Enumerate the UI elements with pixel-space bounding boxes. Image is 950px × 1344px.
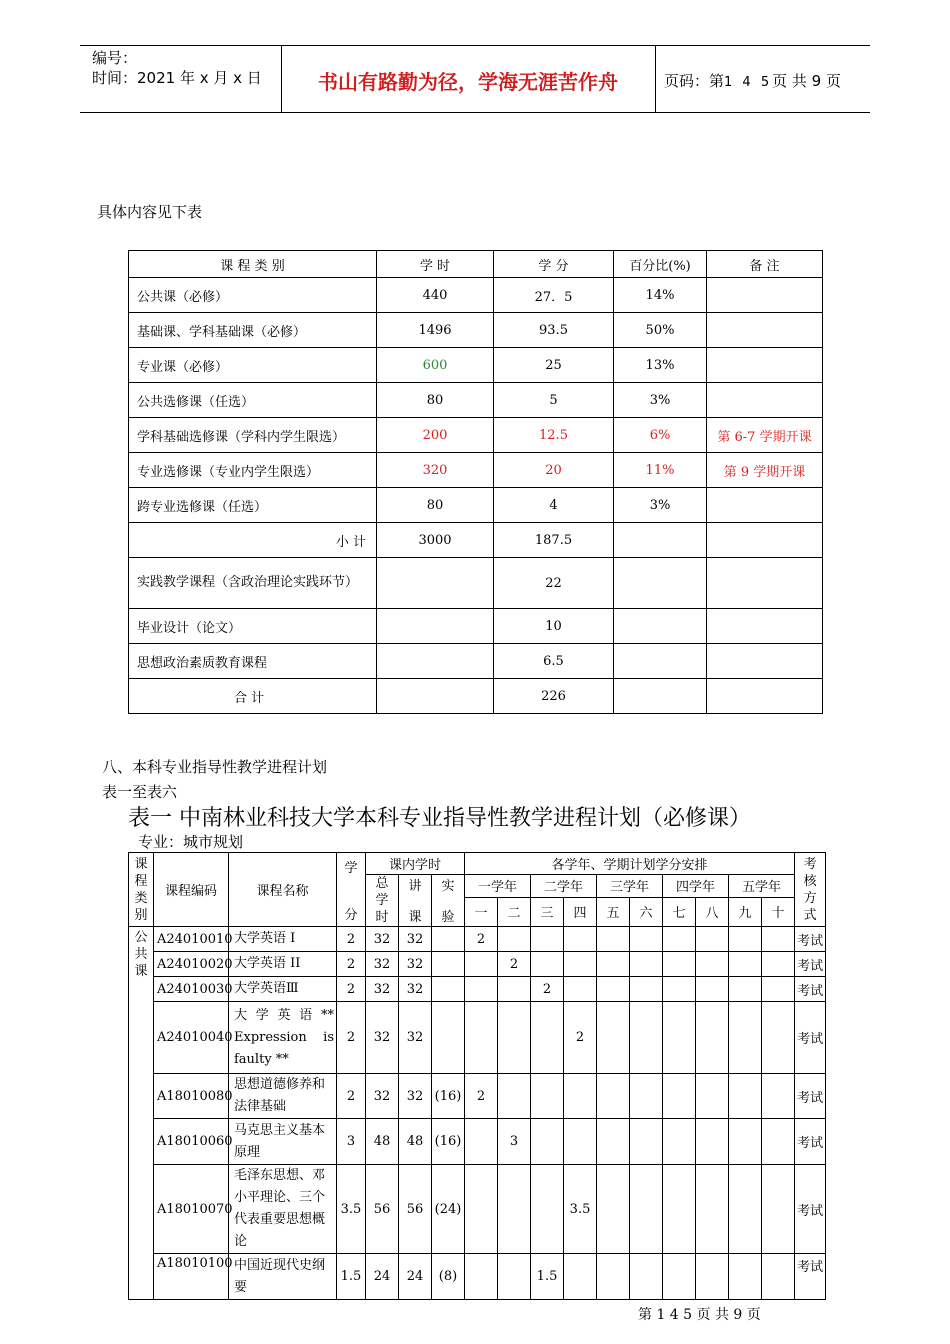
term-credit-cell bbox=[762, 1002, 795, 1074]
summary-cell-credits: 20 bbox=[494, 453, 614, 488]
header-category: 课程类别 bbox=[129, 853, 154, 927]
course-lecture-hours: 32 bbox=[399, 952, 432, 977]
term-credit-cell bbox=[597, 977, 630, 1002]
header-term: 四 bbox=[564, 897, 597, 926]
term-credit-cell bbox=[465, 1165, 498, 1254]
plan-row bbox=[129, 1165, 826, 1254]
term-credit-cell bbox=[729, 1165, 762, 1254]
term-credit-cell bbox=[465, 1254, 498, 1300]
term-credit-cell bbox=[729, 1254, 762, 1300]
term-credit-cell: 2 bbox=[465, 1074, 498, 1119]
header-lecture bbox=[399, 875, 432, 927]
course-lab-hours: (24) bbox=[432, 1165, 465, 1254]
header-name: 课程名称 bbox=[229, 853, 337, 927]
plan-row bbox=[129, 1002, 826, 1074]
course-name: 大学英语 II bbox=[229, 952, 337, 977]
summary-header-cell: 学 分 bbox=[494, 251, 614, 278]
summary-cell-note bbox=[707, 558, 823, 609]
summary-cell-category: 专业课（必修） bbox=[129, 348, 377, 383]
term-credit-cell bbox=[498, 977, 531, 1002]
course-total-hours: 32 bbox=[366, 952, 399, 977]
summary-cell-percent: 50% bbox=[614, 313, 707, 348]
summary-cell-note bbox=[707, 523, 823, 558]
term-credit-cell bbox=[729, 1002, 762, 1074]
term-credit-cell bbox=[762, 977, 795, 1002]
summary-row bbox=[129, 523, 823, 558]
course-total-hours: 32 bbox=[366, 977, 399, 1002]
course-lab-hours: (16) bbox=[432, 1119, 465, 1165]
term-credit-cell bbox=[696, 977, 729, 1002]
summary-cell-category: 跨专业选修课（任选） bbox=[129, 488, 377, 523]
plan-row bbox=[129, 952, 826, 977]
header-term: 九 bbox=[729, 897, 762, 926]
plan-row bbox=[129, 1074, 826, 1119]
term-credit-cell bbox=[564, 927, 597, 952]
summary-cell-credits: 27．5 bbox=[494, 278, 614, 313]
summary-cell-note bbox=[707, 348, 823, 383]
course-lecture-hours: 32 bbox=[399, 927, 432, 952]
summary-row bbox=[129, 418, 823, 453]
term-credit-cell bbox=[597, 1119, 630, 1165]
term-credit-cell bbox=[564, 1119, 597, 1165]
term-credit-cell: 2 bbox=[564, 1002, 597, 1074]
summary-cell-hours: 1496 bbox=[377, 313, 494, 348]
course-credit: 3.5 bbox=[337, 1165, 366, 1254]
course-code: A18010070 bbox=[154, 1165, 229, 1254]
summary-cell-hours: 80 bbox=[377, 383, 494, 418]
course-total-hours: 32 bbox=[366, 927, 399, 952]
header-total: 总学时 bbox=[366, 875, 399, 927]
summary-cell-category: 毕业设计（论文） bbox=[129, 609, 377, 644]
summary-cell-note: 第 9 学期开课 bbox=[707, 453, 823, 488]
course-lab-hours bbox=[432, 977, 465, 1002]
teaching-plan-table bbox=[128, 852, 826, 1300]
term-credit-cell bbox=[696, 952, 729, 977]
summary-cell-credits: 4 bbox=[494, 488, 614, 523]
term-credit-cell bbox=[630, 1119, 663, 1165]
term-credit-cell bbox=[663, 927, 696, 952]
course-total-hours: 32 bbox=[366, 1002, 399, 1074]
summary-header-cell: 百分比(%) bbox=[614, 251, 707, 278]
course-name: 思想道德修养和法律基础 bbox=[229, 1074, 337, 1119]
summary-cell-credits: 10 bbox=[494, 609, 614, 644]
term-credit-cell bbox=[465, 977, 498, 1002]
header-page-info bbox=[664, 70, 841, 91]
course-lab-hours: (16) bbox=[432, 1074, 465, 1119]
course-code: A24010040 bbox=[154, 1002, 229, 1074]
course-name: 大 学 英 语 ** Expression is faulty ** bbox=[229, 1002, 337, 1074]
page-footer: 第 1 4 5 页 共 9 页 bbox=[638, 1307, 761, 1323]
term-credit-cell bbox=[696, 1119, 729, 1165]
summary-cell-note bbox=[707, 644, 823, 679]
term-credit-cell: 2 bbox=[498, 952, 531, 977]
course-credit: 2 bbox=[337, 1002, 366, 1074]
course-exam-type: 考试 bbox=[795, 952, 826, 977]
course-credit: 2 bbox=[337, 952, 366, 977]
term-credit-cell bbox=[597, 927, 630, 952]
term-credit-cell bbox=[564, 977, 597, 1002]
term-credit-cell bbox=[663, 1119, 696, 1165]
course-name: 毛泽东思想、邓小平理论、三个代表重要思想概论 bbox=[229, 1165, 337, 1254]
header-year-4: 四学年 bbox=[663, 875, 729, 898]
term-credit-cell bbox=[762, 1165, 795, 1254]
summary-cell-percent bbox=[614, 558, 707, 609]
summary-cell-credits: 187.5 bbox=[494, 523, 614, 558]
term-credit-cell bbox=[597, 1165, 630, 1254]
course-code: A24010020 bbox=[154, 952, 229, 977]
term-credit-cell bbox=[498, 1165, 531, 1254]
header-divider-right bbox=[655, 45, 656, 113]
summary-cell-category: 学科基础选修课（学科内学生限选） bbox=[129, 418, 377, 453]
term-credit-cell bbox=[729, 977, 762, 1002]
header-lab bbox=[432, 875, 465, 927]
summary-cell-category: 实践教学课程（含政治理论实践环节） bbox=[129, 558, 377, 609]
summary-cell-percent bbox=[614, 609, 707, 644]
term-credit-cell bbox=[696, 1254, 729, 1300]
header-hours: 课内学时 bbox=[366, 853, 465, 875]
course-credit: 1.5 bbox=[337, 1254, 366, 1300]
course-lecture-hours: 32 bbox=[399, 977, 432, 1002]
course-total-hours: 48 bbox=[366, 1119, 399, 1165]
summary-cell-note bbox=[707, 313, 823, 348]
course-lab-hours bbox=[432, 1002, 465, 1074]
term-credit-cell: 2 bbox=[465, 927, 498, 952]
term-credit-cell bbox=[630, 927, 663, 952]
summary-cell-hours: 320 bbox=[377, 453, 494, 488]
course-total-hours: 24 bbox=[366, 1254, 399, 1300]
course-exam-type: 考试 bbox=[795, 1165, 826, 1254]
summary-cell-category: 公共课（必修） bbox=[129, 278, 377, 313]
summary-cell-credits: 6.5 bbox=[494, 644, 614, 679]
summary-cell-credits: 12.5 bbox=[494, 418, 614, 453]
summary-cell-percent: 6% bbox=[614, 418, 707, 453]
category-public: 公共课 bbox=[129, 927, 154, 1300]
summary-cell-note bbox=[707, 278, 823, 313]
summary-row bbox=[129, 558, 823, 609]
number-label: 编号： bbox=[92, 49, 138, 67]
summary-header-cell: 学 时 bbox=[377, 251, 494, 278]
term-credit-cell: 3 bbox=[498, 1119, 531, 1165]
course-exam-type: 考试 bbox=[795, 977, 826, 1002]
term-credit-cell bbox=[597, 1074, 630, 1119]
term-credit-cell bbox=[465, 952, 498, 977]
summary-cell-hours bbox=[377, 644, 494, 679]
course-lecture-hours: 32 bbox=[399, 1074, 432, 1119]
header-schedule: 各学年、学期计划学分安排 bbox=[465, 853, 795, 875]
term-credit-cell bbox=[762, 952, 795, 977]
summary-header-cell: 课 程 类 别 bbox=[129, 251, 377, 278]
header-term: 六 bbox=[630, 897, 663, 926]
header-code: 课程编码 bbox=[154, 853, 229, 927]
header-year-3: 三学年 bbox=[597, 875, 663, 898]
term-credit-cell bbox=[597, 1254, 630, 1300]
header-term: 十 bbox=[762, 897, 795, 926]
summary-cell-hours bbox=[377, 679, 494, 714]
summary-cell-note bbox=[707, 609, 823, 644]
summary-row bbox=[129, 348, 823, 383]
major-label: 专业：城市规划 bbox=[138, 833, 244, 851]
course-credit: 3 bbox=[337, 1119, 366, 1165]
term-credit-cell bbox=[498, 1254, 531, 1300]
course-lab-hours bbox=[432, 952, 465, 977]
plan-row bbox=[129, 927, 826, 952]
course-code: A18010080 bbox=[154, 1074, 229, 1119]
course-lab-hours bbox=[432, 927, 465, 952]
course-lecture-hours: 48 bbox=[399, 1119, 432, 1165]
summary-cell-percent bbox=[614, 644, 707, 679]
term-credit-cell bbox=[663, 1254, 696, 1300]
header-term: 八 bbox=[696, 897, 729, 926]
summary-row bbox=[129, 278, 823, 313]
summary-row bbox=[129, 644, 823, 679]
summary-row bbox=[129, 453, 823, 488]
term-credit-cell bbox=[696, 1074, 729, 1119]
plan-row bbox=[129, 1119, 826, 1165]
summary-cell-hours: 3000 bbox=[377, 523, 494, 558]
term-credit-cell: 3.5 bbox=[564, 1165, 597, 1254]
term-credit-cell bbox=[498, 1002, 531, 1074]
header-bottom-rule bbox=[80, 112, 870, 113]
header-lecture-top: 讲 bbox=[408, 879, 422, 894]
summary-cell-percent: 3% bbox=[614, 488, 707, 523]
term-credit-cell bbox=[564, 1074, 597, 1119]
course-lecture-hours: 32 bbox=[399, 1002, 432, 1074]
page-number: 1 4 5 bbox=[724, 75, 773, 90]
term-credit-cell bbox=[531, 927, 564, 952]
term-credit-cell bbox=[630, 1254, 663, 1300]
header-motto: 书山有路勤为径，学海无涯苦作舟 bbox=[318, 70, 618, 94]
term-credit-cell bbox=[531, 1074, 564, 1119]
course-exam-type: 考试 bbox=[795, 927, 826, 952]
term-credit-cell bbox=[663, 1165, 696, 1254]
term-credit-cell bbox=[630, 952, 663, 977]
term-credit-cell bbox=[630, 977, 663, 1002]
term-credit-cell bbox=[465, 1002, 498, 1074]
summary-row bbox=[129, 383, 823, 418]
term-credit-cell bbox=[597, 952, 630, 977]
term-credit-cell bbox=[531, 1002, 564, 1074]
term-credit-cell bbox=[762, 1119, 795, 1165]
course-credit: 2 bbox=[337, 927, 366, 952]
course-code: A24010010 bbox=[154, 927, 229, 952]
summary-cell-credits: 5 bbox=[494, 383, 614, 418]
summary-cell-category: 公共选修课（任选） bbox=[129, 383, 377, 418]
course-credit: 2 bbox=[337, 1074, 366, 1119]
summary-row bbox=[129, 313, 823, 348]
term-credit-cell bbox=[696, 1002, 729, 1074]
summary-cell-credits: 93.5 bbox=[494, 313, 614, 348]
header-year-2: 二学年 bbox=[531, 875, 597, 898]
plan-title: 表一 中南林业科技大学本科专业指导性教学进程计划（必修课） bbox=[128, 806, 751, 831]
summary-cell-category: 基础课、学科基础课（必修） bbox=[129, 313, 377, 348]
header-term: 一 bbox=[465, 897, 498, 926]
summary-cell-percent: 3% bbox=[614, 383, 707, 418]
term-credit-cell bbox=[663, 1002, 696, 1074]
term-credit-cell bbox=[696, 927, 729, 952]
credit-summary-table bbox=[128, 250, 823, 714]
term-credit-cell bbox=[531, 1165, 564, 1254]
course-exam-type: 考试 bbox=[795, 1119, 826, 1165]
summary-cell-category: 思想政治素质教育课程 bbox=[129, 644, 377, 679]
summary-cell-category: 专业选修课（专业内学生限选） bbox=[129, 453, 377, 488]
summary-cell-hours: 600 bbox=[377, 348, 494, 383]
term-credit-cell bbox=[564, 952, 597, 977]
term-credit-cell bbox=[465, 1119, 498, 1165]
summary-cell-category: 小 计 bbox=[129, 523, 377, 558]
summary-cell-hours: 440 bbox=[377, 278, 494, 313]
summary-cell-percent bbox=[614, 523, 707, 558]
header-lecture-bottom: 课 bbox=[408, 910, 422, 925]
header-meta bbox=[92, 48, 262, 88]
course-exam-type: 考试 bbox=[795, 1254, 826, 1300]
term-credit-cell bbox=[729, 952, 762, 977]
header-lab-bottom: 验 bbox=[441, 910, 455, 925]
sub-heading: 表一至表六 bbox=[102, 783, 178, 801]
page-prefix: 页码：第 bbox=[664, 72, 725, 90]
course-lecture-hours: 24 bbox=[399, 1254, 432, 1300]
course-name: 马克思主义基本原理 bbox=[229, 1119, 337, 1165]
term-credit-cell bbox=[531, 952, 564, 977]
summary-cell-hours bbox=[377, 609, 494, 644]
course-exam-type: 考试 bbox=[795, 1074, 826, 1119]
header-lab-top: 实 bbox=[441, 879, 455, 894]
summary-cell-percent: 13% bbox=[614, 348, 707, 383]
course-credit: 2 bbox=[337, 977, 366, 1002]
course-total-hours: 56 bbox=[366, 1165, 399, 1254]
summary-cell-percent: 14% bbox=[614, 278, 707, 313]
summary-cell-note bbox=[707, 488, 823, 523]
term-credit-cell bbox=[630, 1165, 663, 1254]
term-credit-cell bbox=[531, 1119, 564, 1165]
term-credit-cell bbox=[498, 1074, 531, 1119]
header-credit-top: 学 bbox=[344, 861, 358, 876]
summary-cell-credits: 226 bbox=[494, 679, 614, 714]
course-lecture-hours: 56 bbox=[399, 1165, 432, 1254]
header-term: 三 bbox=[531, 897, 564, 926]
header-exam: 考核方式 bbox=[795, 853, 826, 927]
summary-cell-category: 合 计 bbox=[129, 679, 377, 714]
summary-row bbox=[129, 609, 823, 644]
summary-cell-percent: 11% bbox=[614, 453, 707, 488]
term-credit-cell bbox=[498, 927, 531, 952]
summary-cell-note bbox=[707, 679, 823, 714]
term-credit-cell bbox=[762, 1074, 795, 1119]
term-credit-cell bbox=[564, 1254, 597, 1300]
term-credit-cell bbox=[630, 1002, 663, 1074]
summary-cell-credits: 25 bbox=[494, 348, 614, 383]
header-term: 七 bbox=[663, 897, 696, 926]
summary-row bbox=[129, 679, 823, 714]
course-code: A18010060 bbox=[154, 1119, 229, 1165]
term-credit-cell bbox=[696, 1165, 729, 1254]
summary-cell-percent bbox=[614, 679, 707, 714]
header-top-rule bbox=[80, 45, 870, 46]
plan-row bbox=[129, 977, 826, 1002]
course-name: 中国近现代史纲要 bbox=[229, 1254, 337, 1300]
term-credit-cell bbox=[663, 977, 696, 1002]
term-credit-cell bbox=[729, 1074, 762, 1119]
term-credit-cell bbox=[630, 1074, 663, 1119]
plan-row bbox=[129, 1254, 826, 1300]
term-credit-cell: 1.5 bbox=[531, 1254, 564, 1300]
term-credit-cell bbox=[597, 1002, 630, 1074]
course-exam-type: 考试 bbox=[795, 1002, 826, 1074]
term-credit-cell bbox=[762, 927, 795, 952]
summary-cell-note bbox=[707, 383, 823, 418]
header-year-5: 五学年 bbox=[729, 875, 795, 898]
summary-cell-hours bbox=[377, 558, 494, 609]
summary-row bbox=[129, 488, 823, 523]
course-total-hours: 32 bbox=[366, 1074, 399, 1119]
course-lab-hours: (8) bbox=[432, 1254, 465, 1300]
summary-cell-hours: 80 bbox=[377, 488, 494, 523]
summary-cell-note: 第 6-7 学期开课 bbox=[707, 418, 823, 453]
term-credit-cell bbox=[663, 1074, 696, 1119]
section-heading: 八、本科专业指导性教学进程计划 bbox=[102, 758, 328, 776]
term-credit-cell bbox=[663, 952, 696, 977]
course-code: A24010030 bbox=[154, 977, 229, 1002]
time-label: 时间：2021 年 x 月 x 日 bbox=[92, 69, 262, 87]
summary-cell-hours: 200 bbox=[377, 418, 494, 453]
page-suffix: 页 共 9 页 bbox=[772, 72, 841, 90]
course-name: 大学英语Ⅲ bbox=[229, 977, 337, 1002]
header-term: 五 bbox=[597, 897, 630, 926]
course-code: A18010100 bbox=[154, 1254, 229, 1300]
summary-header-cell: 备 注 bbox=[707, 251, 823, 278]
header-credit-bottom: 分 bbox=[344, 908, 358, 923]
header-term: 二 bbox=[498, 897, 531, 926]
term-credit-cell bbox=[729, 927, 762, 952]
course-name: 大学英语 I bbox=[229, 927, 337, 952]
summary-cell-credits: 22 bbox=[494, 558, 614, 609]
header-credit bbox=[337, 853, 366, 927]
term-credit-cell bbox=[729, 1119, 762, 1165]
term-credit-cell bbox=[762, 1254, 795, 1300]
term-credit-cell: 2 bbox=[531, 977, 564, 1002]
header-year-1: 一学年 bbox=[465, 875, 531, 898]
intro-text: 具体内容见下表 bbox=[97, 203, 203, 221]
